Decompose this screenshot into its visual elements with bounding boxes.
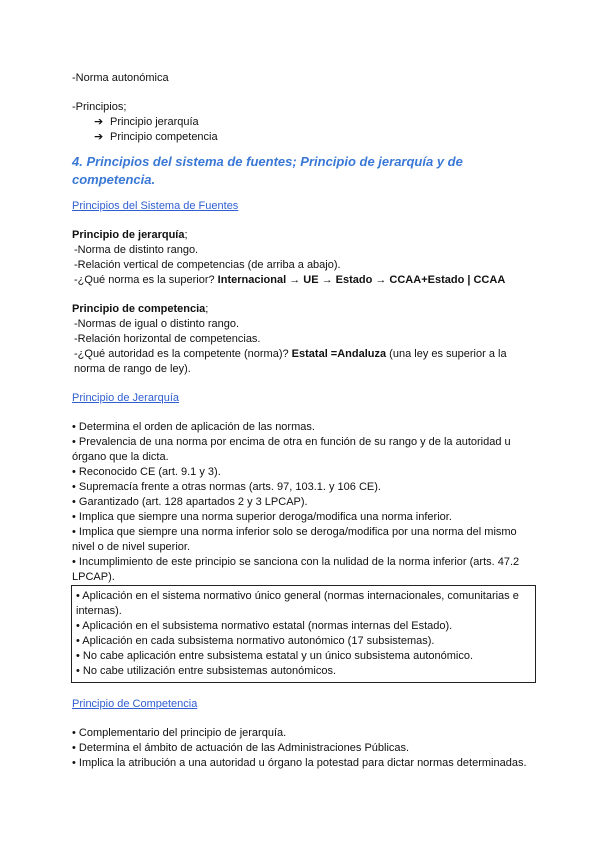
link-principio-competencia[interactable]: Principio de Competencia: [72, 698, 198, 710]
jerarquia-question: -¿Qué norma es la superior? Internacional → UE → Estado → CCAA+Estado | CCAA: [74, 274, 506, 286]
arrow-item-label: Principio jerarquía: [110, 116, 199, 128]
principios-text: -Principios;: [72, 101, 127, 113]
arrow-list-item: [72, 130, 532, 145]
boxed-list: [71, 585, 536, 683]
competencia-question: -¿Qué autoridad es la competente (norma)? Estatal =Andaluza (una ley es superior a la norma de rango de ley).: [74, 348, 507, 375]
list-item: • Implica la atribución a una autoridad u órgano la potestad para dictar normas determinadas.: [72, 757, 527, 769]
arrow-icon: ➔: [94, 131, 104, 143]
jerarquia-line: -Norma de distinto rango.: [74, 244, 199, 256]
competencia-line: -Relación horizontal de competencias.: [74, 333, 261, 345]
list-item: • Reconocido CE (art. 9.1 y 3).: [72, 466, 221, 478]
boxed-list-item: • No cabe aplicación entre subsistema estatal y un único subsistema autonómico.: [76, 650, 474, 662]
section-heading: 4. Principios del sistema de fuentes; Principio de jerarquía y de competencia.: [72, 154, 463, 187]
link-principios-sistema-fuentes[interactable]: Principios del Sistema de Fuentes: [72, 200, 239, 212]
list-item: • Garantizado (art. 128 apartados 2 y 3 LPCAP).: [72, 496, 308, 508]
arrow-icon: ➔: [94, 116, 104, 128]
boxed-list-item: • Aplicación en el sistema normativo único general (normas internacionales, comunitarias e internas).: [76, 590, 519, 617]
jerarquia-title: Principio de jerarquía;: [72, 229, 188, 241]
list-item: • Implica que siempre una norma superior deroga/modifica una norma inferior.: [72, 511, 452, 523]
competencia-title: Principio de competencia;: [72, 303, 209, 315]
boxed-list-item: • Aplicación en el subsistema normativo estatal (normas internas del Estado).: [76, 620, 453, 632]
document-content: [72, 71, 532, 771]
competencia-line: -Normas de igual o distinto rango.: [74, 318, 240, 330]
arrow-item-label: Principio competencia: [110, 131, 218, 143]
norma-autonomica-text: -Norma autonómica: [72, 72, 169, 84]
boxed-list-item: • Aplicación en cada subsistema normativo autonómico (17 subsistemas).: [76, 635, 435, 647]
list-item: • Determina el orden de aplicación de las normas.: [72, 421, 315, 433]
list-item: • Incumplimiento de este principio se sanciona con la nulidad de la norma inferior (arts. 47.2 LPCAP).: [72, 556, 520, 583]
boxed-list-item: • No cabe utilización entre subsistemas autonómicos.: [76, 665, 337, 677]
list-item: • Prevalencia de una norma por encima de otra en función de su rango y de la autoridad u órgano que la dicta.: [72, 436, 511, 463]
link-principio-jerarquia[interactable]: Principio de Jerarquía: [72, 392, 180, 404]
jerarquia-line: -Relación vertical de competencias (de arriba a abajo).: [74, 259, 341, 271]
list-item: • Determina el ámbito de actuación de las Administraciones Públicas.: [72, 742, 410, 754]
list-item: • Complementario del principio de jerarquía.: [72, 727, 287, 739]
list-item: • Implica que siempre una norma inferior solo se deroga/modifica por una norma del mismo nivel o de nivel superior.: [72, 526, 517, 553]
arrow-list-item: [72, 115, 532, 130]
list-item: • Supremacía frente a otras normas (arts. 97, 103.1. y 106 CE).: [72, 481, 381, 493]
